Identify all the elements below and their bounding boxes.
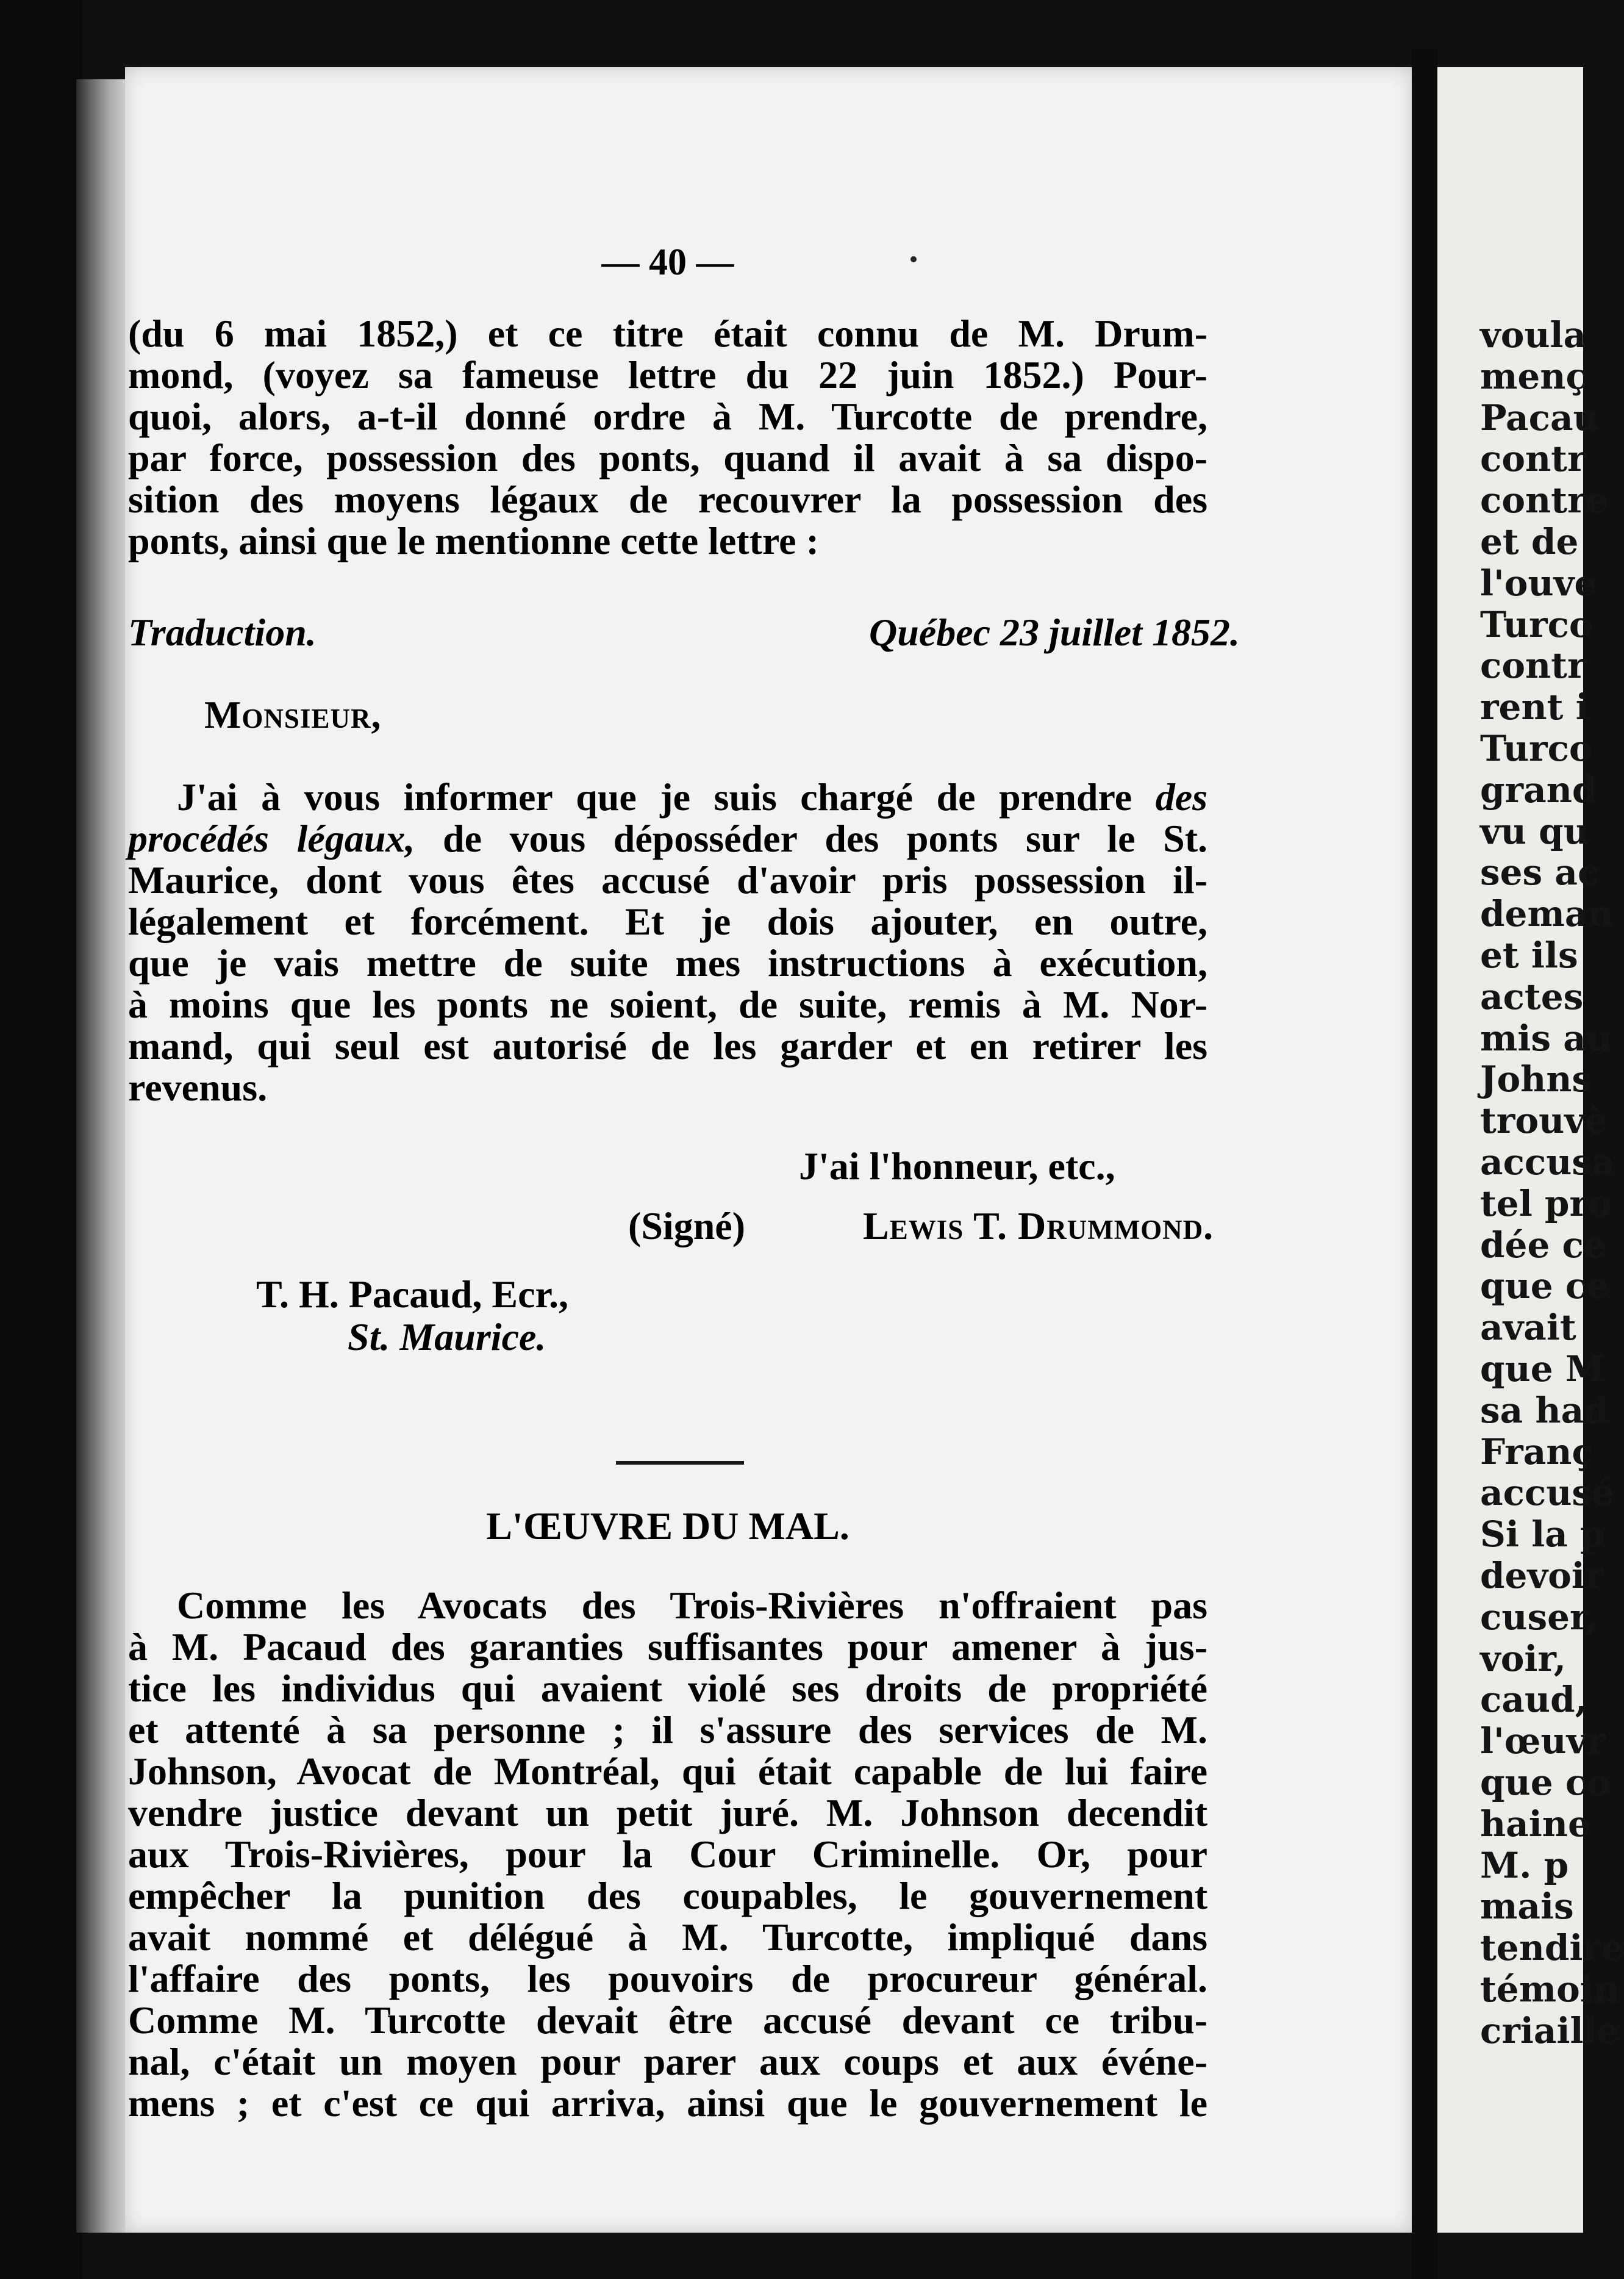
facing-page-line: que co (1480, 1762, 1611, 1803)
facing-page-line: Turco (1480, 728, 1593, 769)
section-divider (616, 1461, 744, 1465)
text-line: aux Trois-Rivières, pour la Cour Criminelle. Or, pour (128, 1832, 1207, 1876)
letter-line: Maurice, dont vous êtes accusé d'avoir pris possession il- (128, 858, 1207, 902)
facing-page-line: Turco (1480, 603, 1593, 645)
facing-page-line: accusa (1480, 1141, 1615, 1183)
page-number: — 40 — (601, 242, 734, 283)
translation-label: Traduction. (128, 611, 317, 654)
facing-page-line: Franç (1480, 1430, 1594, 1473)
letter-line: mand, qui seul est autorisé de les garder et en retirer les (128, 1024, 1207, 1068)
facing-page-line: témoin (1480, 1969, 1619, 2010)
facing-page-line: que M (1480, 1348, 1605, 1390)
facing-page-line: voula (1480, 314, 1587, 356)
facing-page-line: avait (1480, 1307, 1576, 1349)
text-line: nal, c'était un moyen pour parer aux coups et aux événe- (128, 2040, 1207, 2083)
letter-text-italic: des (1155, 775, 1207, 819)
facing-page-line: voir, (1480, 1637, 1566, 1679)
book-spine-shadow (76, 79, 131, 2233)
facing-page-line: dée ce (1480, 1224, 1606, 1266)
facing-page-line: trouvè (1480, 1100, 1608, 1142)
letter-text: de vous déposséder des ponts sur le St. (415, 817, 1208, 860)
text-line: mond, (voyez sa fameuse lettre du 22 juin 1852.) Pour- (128, 353, 1207, 397)
text-line: Comme M. Turcotte devait être accusé devant ce tribu- (128, 1998, 1207, 2042)
letter-text-italic: procédés légaux, (128, 817, 415, 860)
facing-page-line: mais (1480, 1886, 1574, 1928)
letter-line: revenus. (128, 1066, 268, 1109)
text-line: quoi, alors, a-t-il donné ordre à M. Turcotte de prendre, (128, 395, 1207, 438)
signature: Lewis T. Drummond. (863, 1204, 1214, 1247)
letter-line: que je vais mettre de suite mes instructions à exécution, (128, 941, 1207, 985)
addressee-place: St. Maurice. (348, 1315, 546, 1358)
facing-page-line: Pacau (1480, 397, 1599, 439)
facing-page-line: grand (1480, 769, 1597, 811)
facing-page-line: cuser, (1480, 1596, 1598, 1638)
facing-page-line: sa had (1480, 1389, 1609, 1431)
facing-page-line: vu qu (1480, 810, 1589, 852)
facing-page-line: ses ac (1480, 852, 1600, 894)
signed-mark: (Signé) (628, 1204, 745, 1247)
facing-page-line: deman (1480, 893, 1614, 935)
text-line: avait nommé et délégué à M. Turcotte, impliqué dans (128, 1915, 1207, 1959)
addressee: T. H. Pacaud, Ecr., (256, 1272, 569, 1316)
facing-page-line: rent i (1480, 686, 1589, 728)
facing-page-line: que ce (1480, 1265, 1610, 1307)
facing-page-line: actes (1480, 975, 1584, 1017)
text-line: empêcher la punition des coupables, le gouvernement (128, 1874, 1207, 1917)
text-line: l'affaire des ponts, les pouvoirs de procureur général. (128, 1957, 1207, 2000)
text-line: mens ; et c'est ce qui arriva, ainsi que le gouvernement le (128, 2081, 1207, 2125)
text-line: et attenté à sa personne ; il s'assure des services de M. (128, 1708, 1207, 1751)
facing-page-line: devoir (1480, 1555, 1604, 1596)
facing-page-line: l'ouve (1480, 562, 1597, 604)
text-line: (du 6 mai 1852,) et ce titre était connu de M. Drum- (128, 312, 1207, 355)
letter-line (177, 775, 1207, 819)
text-line: tice les individus qui avaient violé ses droits de propriété (128, 1667, 1207, 1710)
letter-dateline (869, 613, 1240, 652)
text-line: sition des moyens légaux de recouvrer la possession des (128, 478, 1207, 521)
letter-line (128, 819, 1207, 858)
facing-page-line: tendire (1480, 1927, 1624, 1969)
letter-line: à moins que les ponts ne soient, de suite, remis à M. Nor- (128, 983, 1207, 1026)
text-line: Johnson, Avocat de Montréal, qui était capable de lui faire (128, 1750, 1207, 1793)
facing-page-line: contr (1480, 645, 1586, 687)
facing-page-line: caud, (1480, 1679, 1587, 1721)
binding-edge (0, 0, 82, 2279)
letter-text: J'ai à vous informer que je suis chargé de prendre (177, 775, 1156, 819)
facing-page-fragment (1437, 67, 1624, 2233)
section-title: L'ŒUVRE DU MAL. (486, 1504, 850, 1548)
letter-closing: J'ai l'honneur, etc., (799, 1144, 1115, 1188)
facing-page-line: et ils (1480, 935, 1578, 976)
facing-page-line: haine (1480, 1803, 1590, 1845)
facing-page-line: contr (1480, 438, 1586, 480)
facing-page-line: criaille (1480, 2009, 1620, 2051)
facing-page-line: l'œuvr (1480, 1720, 1606, 1762)
facing-page-line: mis au (1480, 1017, 1612, 1059)
text-line: vendre justice devant un petit juré. M. Johnson decendit (128, 1791, 1207, 1834)
text-line: ponts, ainsi que le mentionne cette lettre : (128, 519, 819, 562)
text-line: Comme les Avocats des Trois-Rivières n'offraient pas (177, 1584, 1207, 1627)
facing-page-line: accusé (1480, 1472, 1614, 1514)
facing-page-line: et de (1480, 521, 1579, 562)
text-line: par force, possession des ponts, quand il avait à sa dispo- (128, 436, 1207, 479)
page-gutter (1412, 49, 1437, 2279)
print-speck (910, 256, 917, 262)
facing-page-line: Si la p (1480, 1513, 1605, 1556)
facing-page-line: contre (1480, 479, 1609, 522)
facing-page-line: M. p (1480, 1844, 1569, 1886)
dateline-text: Québec 23 juillet 1852. (869, 611, 1240, 654)
facing-page-line: tel pro (1480, 1182, 1612, 1224)
facing-page-line: menç (1480, 355, 1587, 397)
letter-line: légalement et forcément. Et je dois ajouter, en outre, (128, 900, 1207, 943)
text-line: à M. Pacaud des garanties suffisantes pour amener à jus- (128, 1625, 1207, 1668)
facing-page-line: Johns (1480, 1058, 1592, 1100)
letter-salutation: Monsieur, (204, 693, 382, 736)
